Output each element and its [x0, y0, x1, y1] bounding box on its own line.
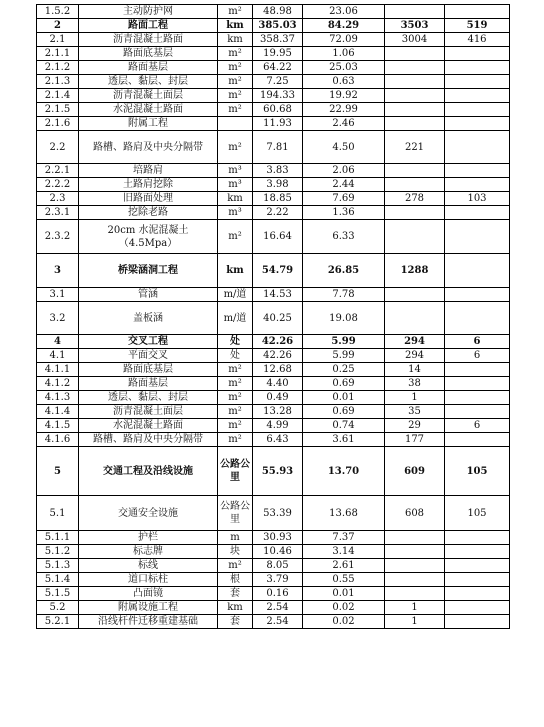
- count-a-cell: [385, 545, 445, 559]
- item-name-cell: 沥青混凝土面层: [79, 89, 218, 103]
- item-number-cell: 2.1.1: [37, 47, 79, 61]
- table-row: [37, 61, 510, 75]
- count-b-cell: [445, 288, 510, 302]
- item-name-cell: 透层、黏层、封层: [79, 75, 218, 89]
- amount-cell: 72.09: [303, 33, 385, 47]
- item-name-cell: 附属设施工程: [79, 601, 218, 615]
- unit-cell: 公路公里: [218, 447, 253, 496]
- unit-cell: 套: [218, 615, 253, 629]
- item-number-cell: 5.1.4: [37, 573, 79, 587]
- item-name-cell: 附属工程: [79, 117, 218, 131]
- count-a-cell: [385, 117, 445, 131]
- item-name-cell: 透层、黏层、封层: [79, 391, 218, 405]
- count-a-cell: 177: [385, 433, 445, 447]
- count-a-cell: 278: [385, 192, 445, 206]
- item-number-cell: 2.1.6: [37, 117, 79, 131]
- count-a-cell: 609: [385, 447, 445, 496]
- item-name-cell: 土路肩挖除: [79, 178, 218, 192]
- table-row: [37, 33, 510, 47]
- amount-cell: 23.06: [303, 5, 385, 19]
- item-name-cell: 路面底基层: [79, 47, 218, 61]
- count-b-cell: [445, 89, 510, 103]
- count-b-cell: 6: [445, 349, 510, 363]
- cost-table: [36, 4, 510, 629]
- unit-cell: m²: [218, 47, 253, 61]
- item-number-cell: 2.3: [37, 192, 79, 206]
- table-row: [37, 288, 510, 302]
- table-row: [37, 220, 510, 254]
- quantity-cell: 3.79: [253, 573, 303, 587]
- count-b-cell: [445, 587, 510, 601]
- count-a-cell: [385, 103, 445, 117]
- amount-cell: 13.70: [303, 447, 385, 496]
- amount-cell: 19.08: [303, 302, 385, 335]
- item-name-cell: 20cm 水泥混凝土（4.5Mpa）: [79, 220, 218, 254]
- item-name-cell: 标志牌: [79, 545, 218, 559]
- unit-cell: m³: [218, 164, 253, 178]
- item-name-cell: 路面基层: [79, 61, 218, 75]
- count-b-cell: [445, 117, 510, 131]
- quantity-cell: 13.28: [253, 405, 303, 419]
- count-a-cell: [385, 75, 445, 89]
- count-a-cell: 35: [385, 405, 445, 419]
- quantity-cell: 0.49: [253, 391, 303, 405]
- count-b-cell: [445, 178, 510, 192]
- amount-cell: 0.25: [303, 363, 385, 377]
- count-a-cell: [385, 89, 445, 103]
- item-name-cell: 路面基层: [79, 377, 218, 391]
- count-b-cell: 416: [445, 33, 510, 47]
- item-number-cell: 3: [37, 254, 79, 288]
- count-a-cell: 3004: [385, 33, 445, 47]
- amount-cell: 7.37: [303, 531, 385, 545]
- count-a-cell: [385, 206, 445, 220]
- count-a-cell: 14: [385, 363, 445, 377]
- unit-cell: m²: [218, 363, 253, 377]
- table-row: [37, 433, 510, 447]
- table-row: [37, 302, 510, 335]
- count-b-cell: [445, 531, 510, 545]
- count-b-cell: [445, 254, 510, 288]
- quantity-cell: 18.85: [253, 192, 303, 206]
- unit-cell: m²: [218, 5, 253, 19]
- amount-cell: 2.46: [303, 117, 385, 131]
- quantity-cell: 60.68: [253, 103, 303, 117]
- amount-cell: 0.01: [303, 587, 385, 601]
- count-b-cell: 6: [445, 419, 510, 433]
- item-number-cell: 1.5.2: [37, 5, 79, 19]
- unit-cell: km: [218, 192, 253, 206]
- item-name-cell: 桥梁涵洞工程: [79, 254, 218, 288]
- quantity-cell: 30.93: [253, 531, 303, 545]
- table-row: [37, 178, 510, 192]
- amount-cell: 2.61: [303, 559, 385, 573]
- amount-cell: 1.36: [303, 206, 385, 220]
- count-b-cell: [445, 377, 510, 391]
- amount-cell: 0.02: [303, 601, 385, 615]
- unit-cell: m²: [218, 377, 253, 391]
- quantity-cell: 11.93: [253, 117, 303, 131]
- table-row: [37, 19, 510, 33]
- table-row: [37, 405, 510, 419]
- quantity-cell: 3.98: [253, 178, 303, 192]
- amount-cell: 3.61: [303, 433, 385, 447]
- count-b-cell: [445, 131, 510, 164]
- quantity-cell: 7.25: [253, 75, 303, 89]
- count-b-cell: [445, 405, 510, 419]
- count-b-cell: [445, 559, 510, 573]
- item-number-cell: 2.2.1: [37, 164, 79, 178]
- item-name-cell: 沿线杆件迁移重建基础: [79, 615, 218, 629]
- table-row: [37, 496, 510, 531]
- item-name-cell: 护栏: [79, 531, 218, 545]
- quantity-cell: 54.79: [253, 254, 303, 288]
- amount-cell: 3.14: [303, 545, 385, 559]
- item-number-cell: 4.1: [37, 349, 79, 363]
- item-number-cell: 4.1.3: [37, 391, 79, 405]
- quantity-cell: 19.95: [253, 47, 303, 61]
- table-row: [37, 601, 510, 615]
- count-a-cell: [385, 587, 445, 601]
- amount-cell: 0.63: [303, 75, 385, 89]
- amount-cell: 7.78: [303, 288, 385, 302]
- quantity-cell: 358.37: [253, 33, 303, 47]
- count-b-cell: [445, 391, 510, 405]
- amount-cell: 0.69: [303, 377, 385, 391]
- table-row: [37, 47, 510, 61]
- unit-cell: m²: [218, 405, 253, 419]
- quantity-cell: 42.26: [253, 349, 303, 363]
- item-name-cell: 标线: [79, 559, 218, 573]
- count-b-cell: [445, 103, 510, 117]
- amount-cell: 5.99: [303, 349, 385, 363]
- count-a-cell: [385, 559, 445, 573]
- item-number-cell: 4.1.1: [37, 363, 79, 377]
- item-number-cell: 3.1: [37, 288, 79, 302]
- table-row: [37, 615, 510, 629]
- unit-cell: m²: [218, 220, 253, 254]
- item-name-cell: 盖板涵: [79, 302, 218, 335]
- quantity-cell: 4.40: [253, 377, 303, 391]
- table-row: [37, 103, 510, 117]
- quantity-cell: 40.25: [253, 302, 303, 335]
- amount-cell: 26.85: [303, 254, 385, 288]
- item-number-cell: 5.1: [37, 496, 79, 531]
- item-number-cell: 4.1.4: [37, 405, 79, 419]
- item-number-cell: 2.1.4: [37, 89, 79, 103]
- unit-cell: m²: [218, 75, 253, 89]
- unit-cell: 块: [218, 545, 253, 559]
- table-row: [37, 5, 510, 19]
- quantity-cell: 7.81: [253, 131, 303, 164]
- unit-cell: m/道: [218, 302, 253, 335]
- item-number-cell: 2.1.5: [37, 103, 79, 117]
- quantity-cell: 3.83: [253, 164, 303, 178]
- quantity-cell: 385.03: [253, 19, 303, 33]
- quantity-cell: 48.98: [253, 5, 303, 19]
- item-number-cell: 2: [37, 19, 79, 33]
- count-a-cell: [385, 288, 445, 302]
- table-body: [37, 5, 510, 629]
- count-a-cell: 608: [385, 496, 445, 531]
- table-row: [37, 117, 510, 131]
- unit-cell: m³: [218, 178, 253, 192]
- amount-cell: 84.29: [303, 19, 385, 33]
- unit-cell: m²: [218, 559, 253, 573]
- count-b-cell: 105: [445, 447, 510, 496]
- item-name-cell: 培路肩: [79, 164, 218, 178]
- count-b-cell: [445, 573, 510, 587]
- unit-cell: km: [218, 254, 253, 288]
- item-number-cell: 5.1.3: [37, 559, 79, 573]
- table-row: [37, 164, 510, 178]
- count-b-cell: [445, 75, 510, 89]
- quantity-cell: 16.64: [253, 220, 303, 254]
- amount-cell: 0.02: [303, 615, 385, 629]
- amount-cell: 0.69: [303, 405, 385, 419]
- table-row: [37, 75, 510, 89]
- count-a-cell: 29: [385, 419, 445, 433]
- item-number-cell: 4.1.5: [37, 419, 79, 433]
- amount-cell: 7.69: [303, 192, 385, 206]
- table-row: [37, 391, 510, 405]
- item-number-cell: 5.2.1: [37, 615, 79, 629]
- count-a-cell: [385, 302, 445, 335]
- count-b-cell: [445, 433, 510, 447]
- amount-cell: 6.33: [303, 220, 385, 254]
- count-b-cell: 103: [445, 192, 510, 206]
- item-number-cell: 2.3.2: [37, 220, 79, 254]
- unit-cell: [218, 117, 253, 131]
- unit-cell: km: [218, 601, 253, 615]
- unit-cell: m/道: [218, 288, 253, 302]
- item-name-cell: 沥青混凝土面层: [79, 405, 218, 419]
- item-number-cell: 5.1.5: [37, 587, 79, 601]
- count-a-cell: [385, 573, 445, 587]
- quantity-cell: 2.22: [253, 206, 303, 220]
- count-b-cell: [445, 302, 510, 335]
- unit-cell: m²: [218, 419, 253, 433]
- quantity-cell: 53.39: [253, 496, 303, 531]
- count-a-cell: [385, 178, 445, 192]
- count-a-cell: 3503: [385, 19, 445, 33]
- unit-cell: 公路公里: [218, 496, 253, 531]
- item-number-cell: 2.3.1: [37, 206, 79, 220]
- item-number-cell: 5.1.2: [37, 545, 79, 559]
- count-a-cell: 221: [385, 131, 445, 164]
- table-row: [37, 559, 510, 573]
- count-b-cell: 519: [445, 19, 510, 33]
- item-name-cell: 交叉工程: [79, 335, 218, 349]
- count-b-cell: [445, 615, 510, 629]
- unit-cell: m²: [218, 61, 253, 75]
- table-row: [37, 254, 510, 288]
- unit-cell: 处: [218, 349, 253, 363]
- unit-cell: m²: [218, 131, 253, 164]
- item-name-cell: 路槽、路肩及中央分隔带: [79, 433, 218, 447]
- count-b-cell: [445, 363, 510, 377]
- item-name-cell: 挖除老路: [79, 206, 218, 220]
- quantity-cell: 194.33: [253, 89, 303, 103]
- item-name-cell: 主动防护网: [79, 5, 218, 19]
- count-a-cell: [385, 61, 445, 75]
- count-a-cell: [385, 220, 445, 254]
- count-a-cell: 38: [385, 377, 445, 391]
- quantity-cell: 4.99: [253, 419, 303, 433]
- item-name-cell: 水泥混凝土路面: [79, 419, 218, 433]
- item-name-cell: 路槽、路肩及中央分隔带: [79, 131, 218, 164]
- quantity-cell: 10.46: [253, 545, 303, 559]
- count-b-cell: [445, 5, 510, 19]
- count-b-cell: [445, 601, 510, 615]
- amount-cell: 5.99: [303, 335, 385, 349]
- table-row: [37, 89, 510, 103]
- item-number-cell: 5: [37, 447, 79, 496]
- unit-cell: m²: [218, 391, 253, 405]
- item-number-cell: 2.1: [37, 33, 79, 47]
- table-row: [37, 531, 510, 545]
- item-number-cell: 3.2: [37, 302, 79, 335]
- count-a-cell: 1: [385, 615, 445, 629]
- count-b-cell: [445, 206, 510, 220]
- amount-cell: 2.06: [303, 164, 385, 178]
- item-number-cell: 4: [37, 335, 79, 349]
- count-a-cell: 294: [385, 335, 445, 349]
- item-name-cell: 路面工程: [79, 19, 218, 33]
- table-row: [37, 192, 510, 206]
- item-number-cell: 5.1.1: [37, 531, 79, 545]
- count-a-cell: 1288: [385, 254, 445, 288]
- quantity-cell: 12.68: [253, 363, 303, 377]
- item-number-cell: 4.1.6: [37, 433, 79, 447]
- unit-cell: m²: [218, 103, 253, 117]
- item-name-cell: 水泥混凝土路面: [79, 103, 218, 117]
- amount-cell: 19.92: [303, 89, 385, 103]
- table-row: [37, 349, 510, 363]
- item-name-cell: 凸面镜: [79, 587, 218, 601]
- item-number-cell: 5.2: [37, 601, 79, 615]
- unit-cell: m²: [218, 433, 253, 447]
- item-name-cell: 沥青混凝土路面: [79, 33, 218, 47]
- unit-cell: m²: [218, 89, 253, 103]
- count-b-cell: [445, 545, 510, 559]
- table-row: [37, 335, 510, 349]
- table-row: [37, 573, 510, 587]
- table-row: [37, 131, 510, 164]
- quantity-cell: 14.53: [253, 288, 303, 302]
- quantity-cell: 6.43: [253, 433, 303, 447]
- item-name-cell: 平面交叉: [79, 349, 218, 363]
- table-row: [37, 587, 510, 601]
- unit-cell: 套: [218, 587, 253, 601]
- count-a-cell: [385, 47, 445, 61]
- table-row: [37, 419, 510, 433]
- count-a-cell: [385, 5, 445, 19]
- item-number-cell: 2.2.2: [37, 178, 79, 192]
- quantity-cell: 0.16: [253, 587, 303, 601]
- item-name-cell: 旧路面处理: [79, 192, 218, 206]
- table-row: [37, 545, 510, 559]
- count-a-cell: 294: [385, 349, 445, 363]
- count-b-cell: [445, 61, 510, 75]
- item-name-cell: 道口标柱: [79, 573, 218, 587]
- unit-cell: m³: [218, 206, 253, 220]
- item-name-cell: 交通工程及沿线设施: [79, 447, 218, 496]
- unit-cell: 根: [218, 573, 253, 587]
- amount-cell: 0.01: [303, 391, 385, 405]
- amount-cell: 1.06: [303, 47, 385, 61]
- quantity-cell: 55.93: [253, 447, 303, 496]
- count-b-cell: 105: [445, 496, 510, 531]
- amount-cell: 0.74: [303, 419, 385, 433]
- unit-cell: m: [218, 531, 253, 545]
- quantity-cell: 8.05: [253, 559, 303, 573]
- amount-cell: 22.99: [303, 103, 385, 117]
- table-row: [37, 377, 510, 391]
- table-row: [37, 447, 510, 496]
- amount-cell: 4.50: [303, 131, 385, 164]
- quantity-cell: 42.26: [253, 335, 303, 349]
- item-number-cell: 2.2: [37, 131, 79, 164]
- table-row: [37, 206, 510, 220]
- item-number-cell: 2.1.2: [37, 61, 79, 75]
- item-name-cell: 路面底基层: [79, 363, 218, 377]
- amount-cell: 0.55: [303, 573, 385, 587]
- count-b-cell: [445, 47, 510, 61]
- count-a-cell: [385, 164, 445, 178]
- table-row: [37, 363, 510, 377]
- quantity-cell: 64.22: [253, 61, 303, 75]
- count-b-cell: 6: [445, 335, 510, 349]
- unit-cell: km: [218, 33, 253, 47]
- amount-cell: 13.68: [303, 496, 385, 531]
- amount-cell: 25.03: [303, 61, 385, 75]
- count-a-cell: 1: [385, 601, 445, 615]
- item-name-cell: 交通安全设施: [79, 496, 218, 531]
- count-a-cell: [385, 531, 445, 545]
- item-name-cell: 管涵: [79, 288, 218, 302]
- item-number-cell: 2.1.3: [37, 75, 79, 89]
- count-b-cell: [445, 164, 510, 178]
- item-number-cell: 4.1.2: [37, 377, 79, 391]
- unit-cell: 处: [218, 335, 253, 349]
- count-a-cell: 1: [385, 391, 445, 405]
- unit-cell: km: [218, 19, 253, 33]
- count-b-cell: [445, 220, 510, 254]
- quantity-cell: 2.54: [253, 615, 303, 629]
- amount-cell: 2.44: [303, 178, 385, 192]
- quantity-cell: 2.54: [253, 601, 303, 615]
